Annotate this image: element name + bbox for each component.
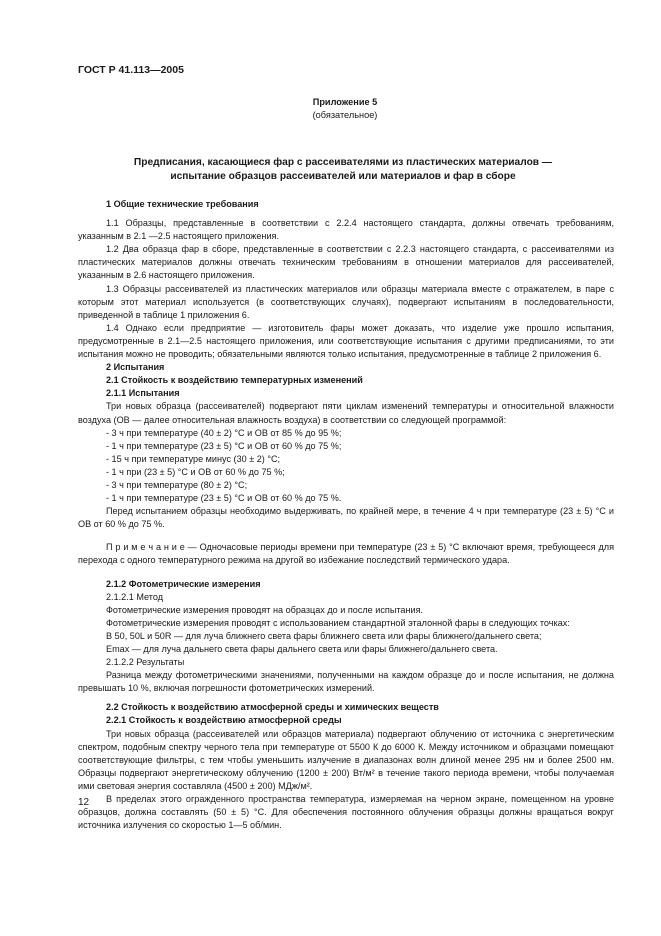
paragraph: Фотометрические измерения проводят с использованием стандартной эталонной фары в следующих точках: [106, 617, 570, 628]
paragraph: 1.4 Однако если предприятие — изготовитель фары может доказать, что изделие уже прошло испытания, предусмотренные в 2.1—2.5 настоящего приложения, или соответствующие испытания с другими предписаниями, то эти испытания можно не проводить; обязательными являются только испытания, предусмотренные в таблице 2 приложения 6. [78, 322, 614, 360]
annex-main-title [78, 156, 608, 184]
note: П р и м е ч а н и е — Одночасовые периоды времени при температуре (23 ± 5) °С включают время, требующееся для перехода с одного температурного режима на другой во избежание последствий термического удара. [78, 542, 614, 566]
clause-heading: 2.1.2.1 Метод [106, 591, 163, 602]
title-line-2: испытание образцов рассеивателей или материалов и фар в сборе [170, 170, 516, 182]
title-line-1: Предписания, касающиеся фар с рассеивателями из пластических материалов — [133, 157, 553, 168]
list-item: - 1 ч при температуре (23 ± 5) °С и ОВ от 60 % до 75 %; [106, 440, 342, 451]
paragraph: Emax — для луча дальнего света фары дальнего света или фары ближнего/дальнего света. [106, 644, 498, 654]
subsection-heading: 2.1.2 Фотометрические измерения [106, 578, 261, 589]
paragraph: 1.2 Два образца фар в сборе, представленные в соответствии с 2.2.3 настоящего стандарта, с рассеивателями из пластических материалов должны отвечать техническим требованиям в отношении материалов для рассеивателей, указанным в 2.6 настоящего приложения. [78, 244, 614, 281]
paragraph: 1.3 Образцы рассеивателей из пластических материалов или образцы материала вместе с отражателем, в паре с которым этот материал используется (в соответствующих случаях), подвергают испытаниям в последовательности, приведенной в таблице 1 приложения 6. [78, 283, 614, 320]
subsection-heading: 2.2.1 Стойкость к воздействию атмосферной среды [106, 715, 342, 726]
paragraph: Три новых образца (рассеивателей или образцов материала) подвергают облучению от источника с энергетическим спектром, подобным спектру черного тела при температуре от 5500 К до 6000 К. Между источником и образцами помещают соответствующие фильтры, с тем чтобы уменьшить излучение в диапазонах волн длиной менее 295 нм и более 2500 нм. Образцы подвергают энергетическому облучению (1200 ± 200) Вт/м² в течение такого периода времени, чтобы получаемая ими световая энергия составляла (4500 ± 200) МДж/м². [78, 728, 614, 791]
document-body [78, 198, 614, 832]
page-number: 12 [78, 797, 90, 808]
paragraph: Разница между фотометрическими значениями, полученными на каждом образце до и после испытания, не должна превышать 10 %, включая погрешности фотометрических измерений. [78, 670, 614, 694]
list-item: - 15 ч при температуре минус (30 ± 2) °С; [106, 453, 281, 464]
list-item: - 3 ч при температуре (80 ± 2) °С; [106, 479, 248, 490]
paragraph: В пределах этого огражденного пространства температура, измеряемая на черном экране, помещенном на уровне образцов, должна составлять (50 ± 5) °С. Для обеспечения постоянного облучения образцы должны вращаться вокруг источника излучения со скоростью 1—5 об/мин. [78, 794, 614, 831]
annex-title: Приложение 5 [312, 97, 378, 107]
paragraph: Фотометрические измерения проводят на образцах до и после испытания. [106, 604, 424, 615]
paragraph: Три новых образца (рассеивателей) подвергают пяти циклам изменений температуры и относительной влажности воздуха (ОВ — далее относительная влажность воздуха) в соответствии со следующей программой: [78, 401, 614, 425]
clause-heading: 2.1.2.2 Результаты [106, 657, 185, 668]
section-heading: 2 Испытания [106, 362, 165, 373]
document-code: ГОСТ Р 41.113—2005 [78, 64, 184, 76]
list-item: - 1 ч при температуре (23 ± 5) °С и ОВ от 60 % до 75 %. [106, 493, 342, 504]
subsection-heading: 2.1.1 Испытания [106, 388, 180, 399]
paragraph: Перед испытанием образцы необходимо выдерживать, по крайней мере, в течение 4 ч при температуре (23 ± 5) °С и ОВ от 60 % до 75 %. [78, 506, 614, 530]
annex-status: (обязательное) [312, 110, 378, 120]
subsection-heading: 2.1 Стойкость к воздействию температурных изменений [106, 375, 363, 386]
paragraph: 1.1 Образцы, представленные в соответствии с 2.2.4 настоящего стандарта, должны отвечать требованиям, указанным в 2.1 —2.5 настоящего приложения. [78, 218, 614, 242]
subsection-heading: 2.2 Стойкость к воздействию атмосферной среды и химических веществ [106, 702, 439, 713]
list-item: - 1 ч при (23 ± 5) °С и ОВ от 60 % до 75 %; [106, 466, 285, 477]
paragraph: B 50, 50L и 50R — для луча ближнего света фары ближнего света или фары ближнего/дальнего света; [106, 630, 542, 641]
section-heading: 1 Общие технические требования [106, 199, 259, 209]
annex-heading [0, 96, 661, 122]
list-item: - 3 ч при температуре (40 ± 2) °С и ОВ от 85 % до 95 %; [106, 427, 342, 438]
